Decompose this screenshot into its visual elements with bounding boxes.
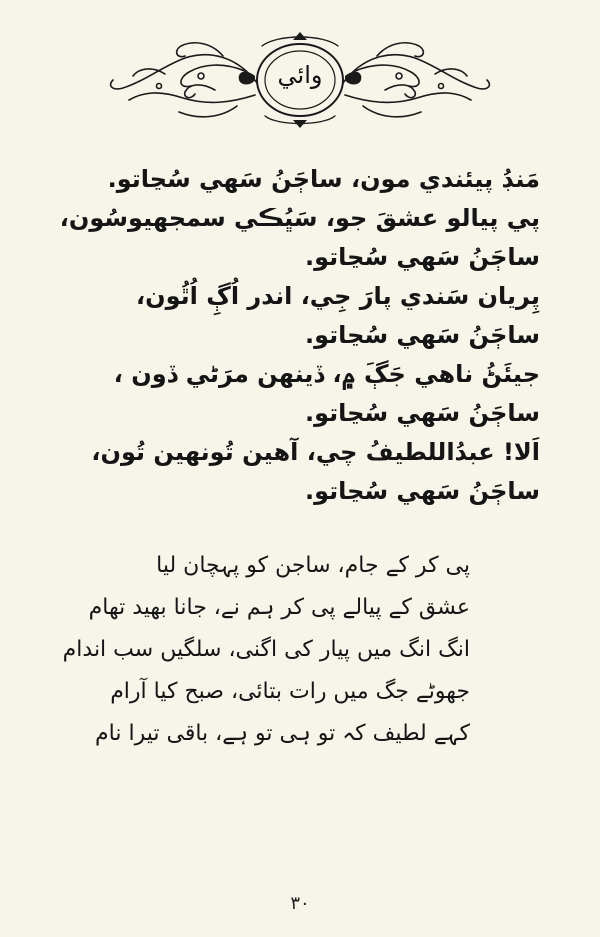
sindhi-verse-line: پي پيالو عشقَ جو، سَڀُڪي سمجهيوسُون، <box>59 204 540 232</box>
sindhi-verse-line: مَنڊُ پيئندي مون، ساڄَنُ سَهي سُڃاتو. <box>107 165 540 193</box>
urdu-translation-line: کہے لطیف کہ تو ہی تو ہے، باقی تیرا نام <box>95 721 470 746</box>
sindhi-refrain-line: ساڄَنُ سَهي سُڃاتو. <box>304 399 540 427</box>
urdu-translation-block <box>62 545 470 755</box>
poem-heading: وائي <box>277 61 323 89</box>
urdu-translation-line: جھوٹے جگ میں رات بتائی، صبح کیا آرام <box>110 679 470 704</box>
urdu-translation-line: پی کر کے جام، ساجن کو پہچان لیا <box>156 553 470 578</box>
urdu-translation-line: عشق کے پیالے پی کر ہم نے، جانا بھید تھام <box>88 595 470 620</box>
sindhi-refrain-line: ساڄَنُ سَهي سُڃاتو. <box>304 243 540 271</box>
sindhi-verse-line: اَلا! عبدُاللطيفُ چي، آهين تُونهين تُون، <box>91 438 540 466</box>
page-number: ۳۰ <box>290 893 310 914</box>
urdu-translation-line: انگ انگ میں پیار کی اگنی، سلگیں سب اندام <box>62 637 470 662</box>
sindhi-verse-line: پِريان سَندي پارَ جِي، اندر اُڳِ اُٿُون، <box>136 282 540 310</box>
sindhi-verse-block <box>59 160 540 511</box>
sindhi-refrain-line: ساڄَنُ سَهي سُڃاتو. <box>304 477 540 505</box>
sindhi-refrain-line: ساڄَنُ سَهي سُڃاتو. <box>304 321 540 349</box>
sindhi-verse-line: جيئَڻُ ناهي جَڳَ ۾، ڏينهن مرَڻي ڏون ، <box>113 360 540 388</box>
